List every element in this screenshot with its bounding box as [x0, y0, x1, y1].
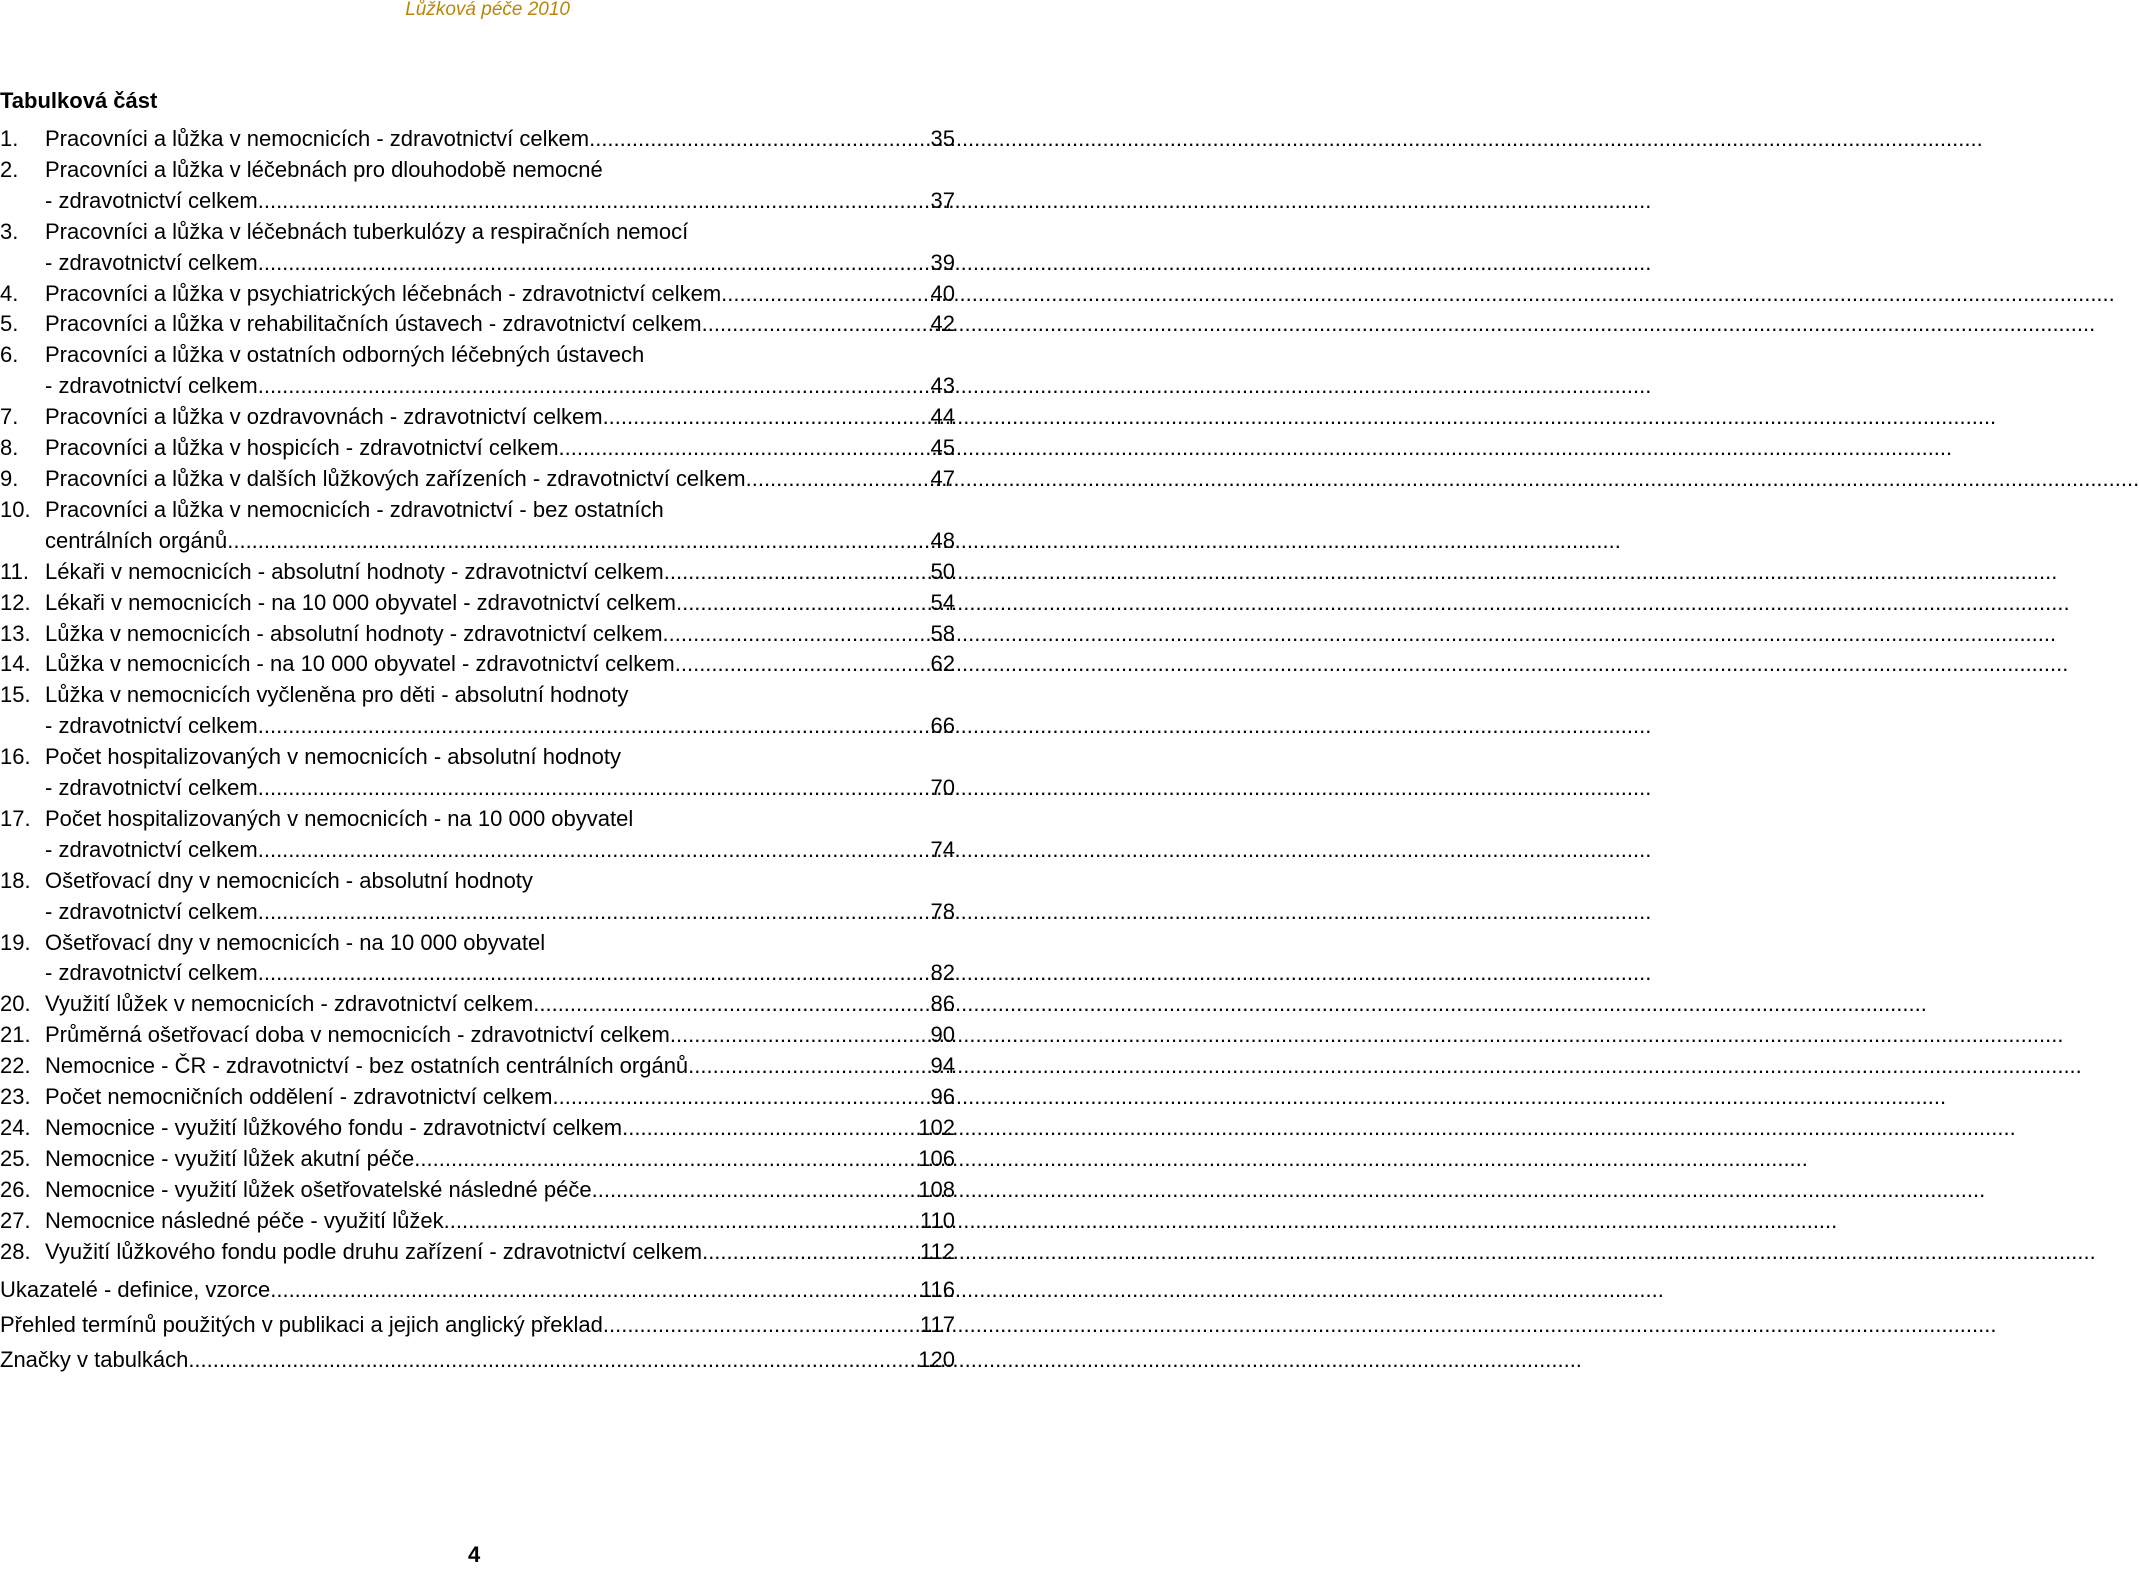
toc-entry-page: 116	[919, 1276, 955, 1302]
toc-dot-leader	[675, 649, 931, 680]
toc-dot-leader	[746, 464, 931, 495]
toc-entry-page: 54	[930, 589, 955, 615]
toc-entry-page: 42	[930, 311, 955, 337]
toc-entry-page: 90	[930, 1022, 955, 1048]
toc-entry-title: - zdravotnictví celkem	[45, 960, 258, 986]
toc-entry-title: Značky v tabulkách	[0, 1346, 189, 1372]
toc-entry-page: 94	[930, 1053, 955, 1079]
toc-entry[interactable]	[0, 124, 955, 155]
toc-dot-leader	[258, 248, 931, 279]
toc-entry-title: - zdravotnictví celkem	[45, 713, 258, 739]
toc-entry-title: Počet hospitalizovaných v nemocnicích - na 10 000 obyvatel	[45, 805, 634, 831]
toc-entry[interactable]	[0, 989, 955, 1020]
toc-entry-title: Nemocnice - využití lůžek akutní péče	[45, 1145, 415, 1171]
toc-entry[interactable]	[0, 1113, 955, 1144]
toc-entry[interactable]	[0, 464, 955, 495]
toc-entry[interactable]	[0, 649, 955, 680]
toc-dot-leader	[702, 1237, 920, 1268]
toc-entry-title: Průměrná ošetřovací doba v nemocnicích - zdravotnictví celkem	[45, 1022, 670, 1048]
toc-entry[interactable]	[0, 804, 955, 866]
toc-entry-page: 47	[930, 465, 955, 491]
toc-entry[interactable]	[0, 155, 955, 217]
toc-entry[interactable]	[0, 1237, 955, 1268]
toc-entry-title: Počet nemocničních oddělení - zdravotnictví celkem	[45, 1084, 553, 1110]
toc-entry-title: Nemocnice - využití lůžkového fondu - zdravotnictví celkem	[45, 1115, 623, 1140]
toc-entry[interactable]	[0, 309, 955, 340]
toc-entry-number: 9.	[0, 465, 19, 491]
toc-entry-title: Pracovníci a lůžka v nemocnicích - zdravotnictví celkem	[45, 126, 590, 151]
toc-entry-number: 10.	[0, 496, 31, 522]
toc-entry-number: 20.	[0, 991, 31, 1017]
toc-entry-page: 39	[930, 249, 955, 275]
toc-dot-leader	[721, 279, 930, 310]
toc-entry-number: 21.	[0, 1022, 31, 1048]
toc-entry-title: Nemocnice - využití lůžek ošetřovatelské následné péče	[45, 1176, 592, 1202]
toc-entry[interactable]	[0, 1175, 955, 1206]
toc-entry-number: 7.	[0, 404, 19, 430]
toc-dot-leader	[603, 402, 931, 433]
toc-entry[interactable]	[0, 1082, 955, 1113]
toc-entry-page: 43	[930, 373, 955, 399]
toc-entry-title: Lůžka v nemocnicích - na 10 000 obyvatel - zdravotnictví celkem	[45, 651, 675, 677]
toc-entry-number: 18.	[0, 867, 31, 893]
toc-entry-title: Pracovníci a lůžka v ozdravovnách - zdravotnictví celkem	[45, 404, 603, 430]
toc-entry-title: Lůžka v nemocnicích - absolutní hodnoty - zdravotnictví celkem	[45, 620, 663, 646]
toc-entry-title: Pracovníci a lůžka v nemocnicích - zdravotnictví - bez ostatních	[45, 496, 664, 522]
toc-entry-page: 44	[930, 404, 955, 430]
toc-entry-number: 4.	[0, 280, 19, 306]
toc-entry-number: 14.	[0, 651, 31, 677]
table-of-contents	[0, 124, 955, 1377]
toc-appendix-entry[interactable]	[0, 1307, 955, 1342]
toc-entry[interactable]	[0, 217, 955, 279]
toc-entry[interactable]	[0, 742, 955, 804]
toc-entry[interactable]	[0, 866, 955, 928]
toc-entry-number: 15.	[0, 682, 31, 708]
toc-entry-title: - zdravotnictví celkem	[45, 249, 258, 275]
toc-dot-leader	[663, 619, 931, 650]
toc-entry-title: Pracovníci a lůžka v hospicích - zdravotnictví celkem	[45, 435, 559, 461]
toc-entry-title: Využití lůžek v nemocnicích - zdravotnictví celkem	[45, 991, 534, 1017]
toc-entry-page: 40	[930, 280, 955, 306]
toc-dot-leader	[258, 186, 931, 217]
toc-entry-number: 27.	[0, 1207, 31, 1233]
toc-entry-title: Pracovníci a lůžka v léčebnách tuberkulózy a respiračních nemocí	[45, 218, 689, 244]
toc-entry-page: 120	[918, 1346, 955, 1372]
toc-entry-page: 74	[930, 836, 955, 862]
toc-entry-page: 45	[930, 435, 955, 461]
toc-entry-page: 108	[918, 1176, 955, 1202]
toc-appendix-entry[interactable]	[0, 1272, 955, 1307]
toc-dot-leader	[552, 1082, 930, 1113]
toc-entry-number: 6.	[0, 342, 19, 368]
toc-dot-leader	[592, 1175, 919, 1206]
section-heading: Tabulková část	[0, 88, 158, 113]
toc-appendix-entry[interactable]	[0, 1342, 955, 1377]
toc-entry[interactable]	[0, 557, 955, 588]
toc-entry-page: 48	[930, 527, 955, 553]
toc-entry[interactable]	[0, 433, 955, 464]
toc-entry-page: 58	[930, 620, 955, 646]
toc-entry-page: 82	[930, 960, 955, 986]
toc-entry[interactable]	[0, 1144, 955, 1175]
toc-entry-title: - zdravotnictví celkem	[45, 373, 258, 399]
toc-entry-page: 110	[919, 1207, 955, 1233]
toc-dot-leader	[670, 1020, 931, 1051]
toc-dot-leader	[258, 773, 931, 804]
toc-entry-title: Využití lůžkového fondu podle druhu zařízení - zdravotnictví celkem	[45, 1238, 703, 1264]
toc-entry-number: 2.	[0, 156, 19, 182]
toc-dot-leader	[414, 1144, 918, 1175]
toc-entry-title: Pracovníci a lůžka v ostatních odborných léčebných ústavech	[45, 342, 645, 368]
toc-entry-number: 17.	[0, 805, 31, 831]
toc-entry-number: 19.	[0, 929, 31, 955]
toc-entry-page: 96	[930, 1084, 955, 1110]
page-number: 4	[468, 1542, 481, 1567]
toc-entry[interactable]	[0, 680, 955, 742]
toc-entry[interactable]	[0, 279, 955, 310]
toc-dot-leader	[603, 1307, 920, 1342]
toc-dot-leader	[559, 433, 931, 464]
toc-entry-title: Lékaři v nemocnicích - absolutní hodnoty - zdravotnictví celkem	[45, 558, 664, 584]
toc-entry-number: 26.	[0, 1176, 31, 1202]
toc-entry-page: 112	[919, 1238, 955, 1264]
running-header-title: Lůžková péče 2010	[405, 0, 570, 20]
toc-entry-title: Pracovníci a lůžka v dalších lůžkových zařízeních - zdravotnictví celkem	[45, 465, 746, 491]
toc-entry-page: 106	[918, 1145, 955, 1171]
toc-entry-title: - zdravotnictví celkem	[45, 898, 258, 924]
toc-entry[interactable]	[0, 928, 955, 990]
toc-entry-page: 66	[930, 713, 955, 739]
toc-entry-number: 12.	[0, 589, 31, 615]
toc-entry-page: 86	[930, 991, 955, 1017]
toc-entry-number: 22.	[0, 1053, 31, 1079]
toc-dot-leader	[258, 371, 931, 402]
toc-entry-title: Nemocnice - ČR - zdravotnictví - bez ostatních centrálních orgánů	[45, 1053, 689, 1079]
toc-dot-leader	[227, 526, 930, 557]
toc-entry-page: 70	[930, 775, 955, 801]
toc-entry-title: Ošetřovací dny v nemocnicích - na 10 000 obyvatel	[45, 929, 546, 955]
toc-dot-leader	[676, 588, 931, 619]
toc-entry-page: 78	[930, 898, 955, 924]
toc-entry-number: 8.	[0, 435, 19, 461]
toc-entry[interactable]	[0, 619, 955, 650]
toc-dot-leader	[258, 958, 931, 989]
toc-dot-leader	[533, 989, 930, 1020]
toc-entry-title: Pracovníci a lůžka v léčebnách pro dlouhodobě nemocné	[45, 156, 603, 182]
toc-entry[interactable]	[0, 588, 955, 619]
toc-entry-number: 16.	[0, 744, 31, 770]
toc-entry-title: Pracovníci a lůžka v rehabilitačních ústavech - zdravotnictví celkem	[45, 311, 702, 337]
toc-dot-leader	[444, 1206, 920, 1237]
toc-entry-title: - zdravotnictví celkem	[45, 187, 258, 213]
toc-entry-title: Ošetřovací dny v nemocnicích - absolutní hodnoty	[45, 867, 533, 893]
toc-dot-leader	[622, 1113, 918, 1144]
toc-entry-number: 28.	[0, 1238, 31, 1264]
toc-entry-number: 5.	[0, 311, 19, 337]
toc-entry-number: 3.	[0, 218, 19, 244]
toc-entry-number: 13.	[0, 620, 31, 646]
toc-entry-title: centrálních orgánů	[45, 527, 228, 553]
toc-entry-page: 35	[930, 126, 955, 151]
toc-entry[interactable]	[0, 1020, 955, 1051]
toc-entry-title: Lékaři v nemocnicích - na 10 000 obyvatel - zdravotnictví celkem	[45, 589, 676, 615]
toc-entry-number: 25.	[0, 1145, 31, 1171]
toc-entry-title: Počet hospitalizovaných v nemocnicích - absolutní hodnoty	[45, 744, 621, 770]
toc-entry-title: Pracovníci a lůžka v psychiatrických léčebnách - zdravotnictví celkem	[45, 280, 722, 306]
toc-entry-number: 1.	[0, 126, 19, 151]
toc-dot-leader	[270, 1272, 920, 1307]
toc-entry[interactable]	[0, 340, 955, 402]
toc-entry-title: - zdravotnictví celkem	[45, 836, 258, 862]
toc-entry-page: 37	[930, 187, 955, 213]
toc-dot-leader	[258, 835, 931, 866]
toc-dot-leader	[188, 1342, 918, 1377]
toc-entry-title: - zdravotnictví celkem	[45, 775, 258, 801]
toc-entry-page: 102	[918, 1115, 955, 1140]
toc-entry-number: 24.	[0, 1115, 31, 1140]
toc-dot-leader	[664, 557, 931, 588]
toc-entry[interactable]	[0, 1051, 955, 1082]
toc-dot-leader	[258, 897, 931, 928]
toc-entry-page: 50	[930, 558, 955, 584]
toc-entry-page: 62	[930, 651, 955, 677]
toc-dot-leader	[258, 711, 931, 742]
toc-entry-title: Nemocnice následné péče - využití lůžek	[45, 1207, 444, 1233]
toc-entry[interactable]	[0, 495, 955, 557]
toc-entry-title: Přehled termínů použitých v publikaci a jejich anglický překlad	[0, 1311, 603, 1337]
toc-entry[interactable]	[0, 1206, 955, 1237]
toc-dot-leader	[589, 124, 930, 155]
toc-entry[interactable]	[0, 402, 955, 433]
toc-entry-page: 117	[919, 1311, 955, 1337]
toc-dot-leader	[688, 1051, 930, 1082]
toc-entry-number: 11.	[0, 558, 29, 584]
toc-dot-leader	[702, 309, 931, 340]
toc-entry-title: Ukazatelé - definice, vzorce	[0, 1276, 271, 1302]
toc-entry-number: 23.	[0, 1084, 31, 1110]
toc-entry-title: Lůžka v nemocnicích vyčleněna pro děti - absolutní hodnoty	[45, 682, 629, 708]
